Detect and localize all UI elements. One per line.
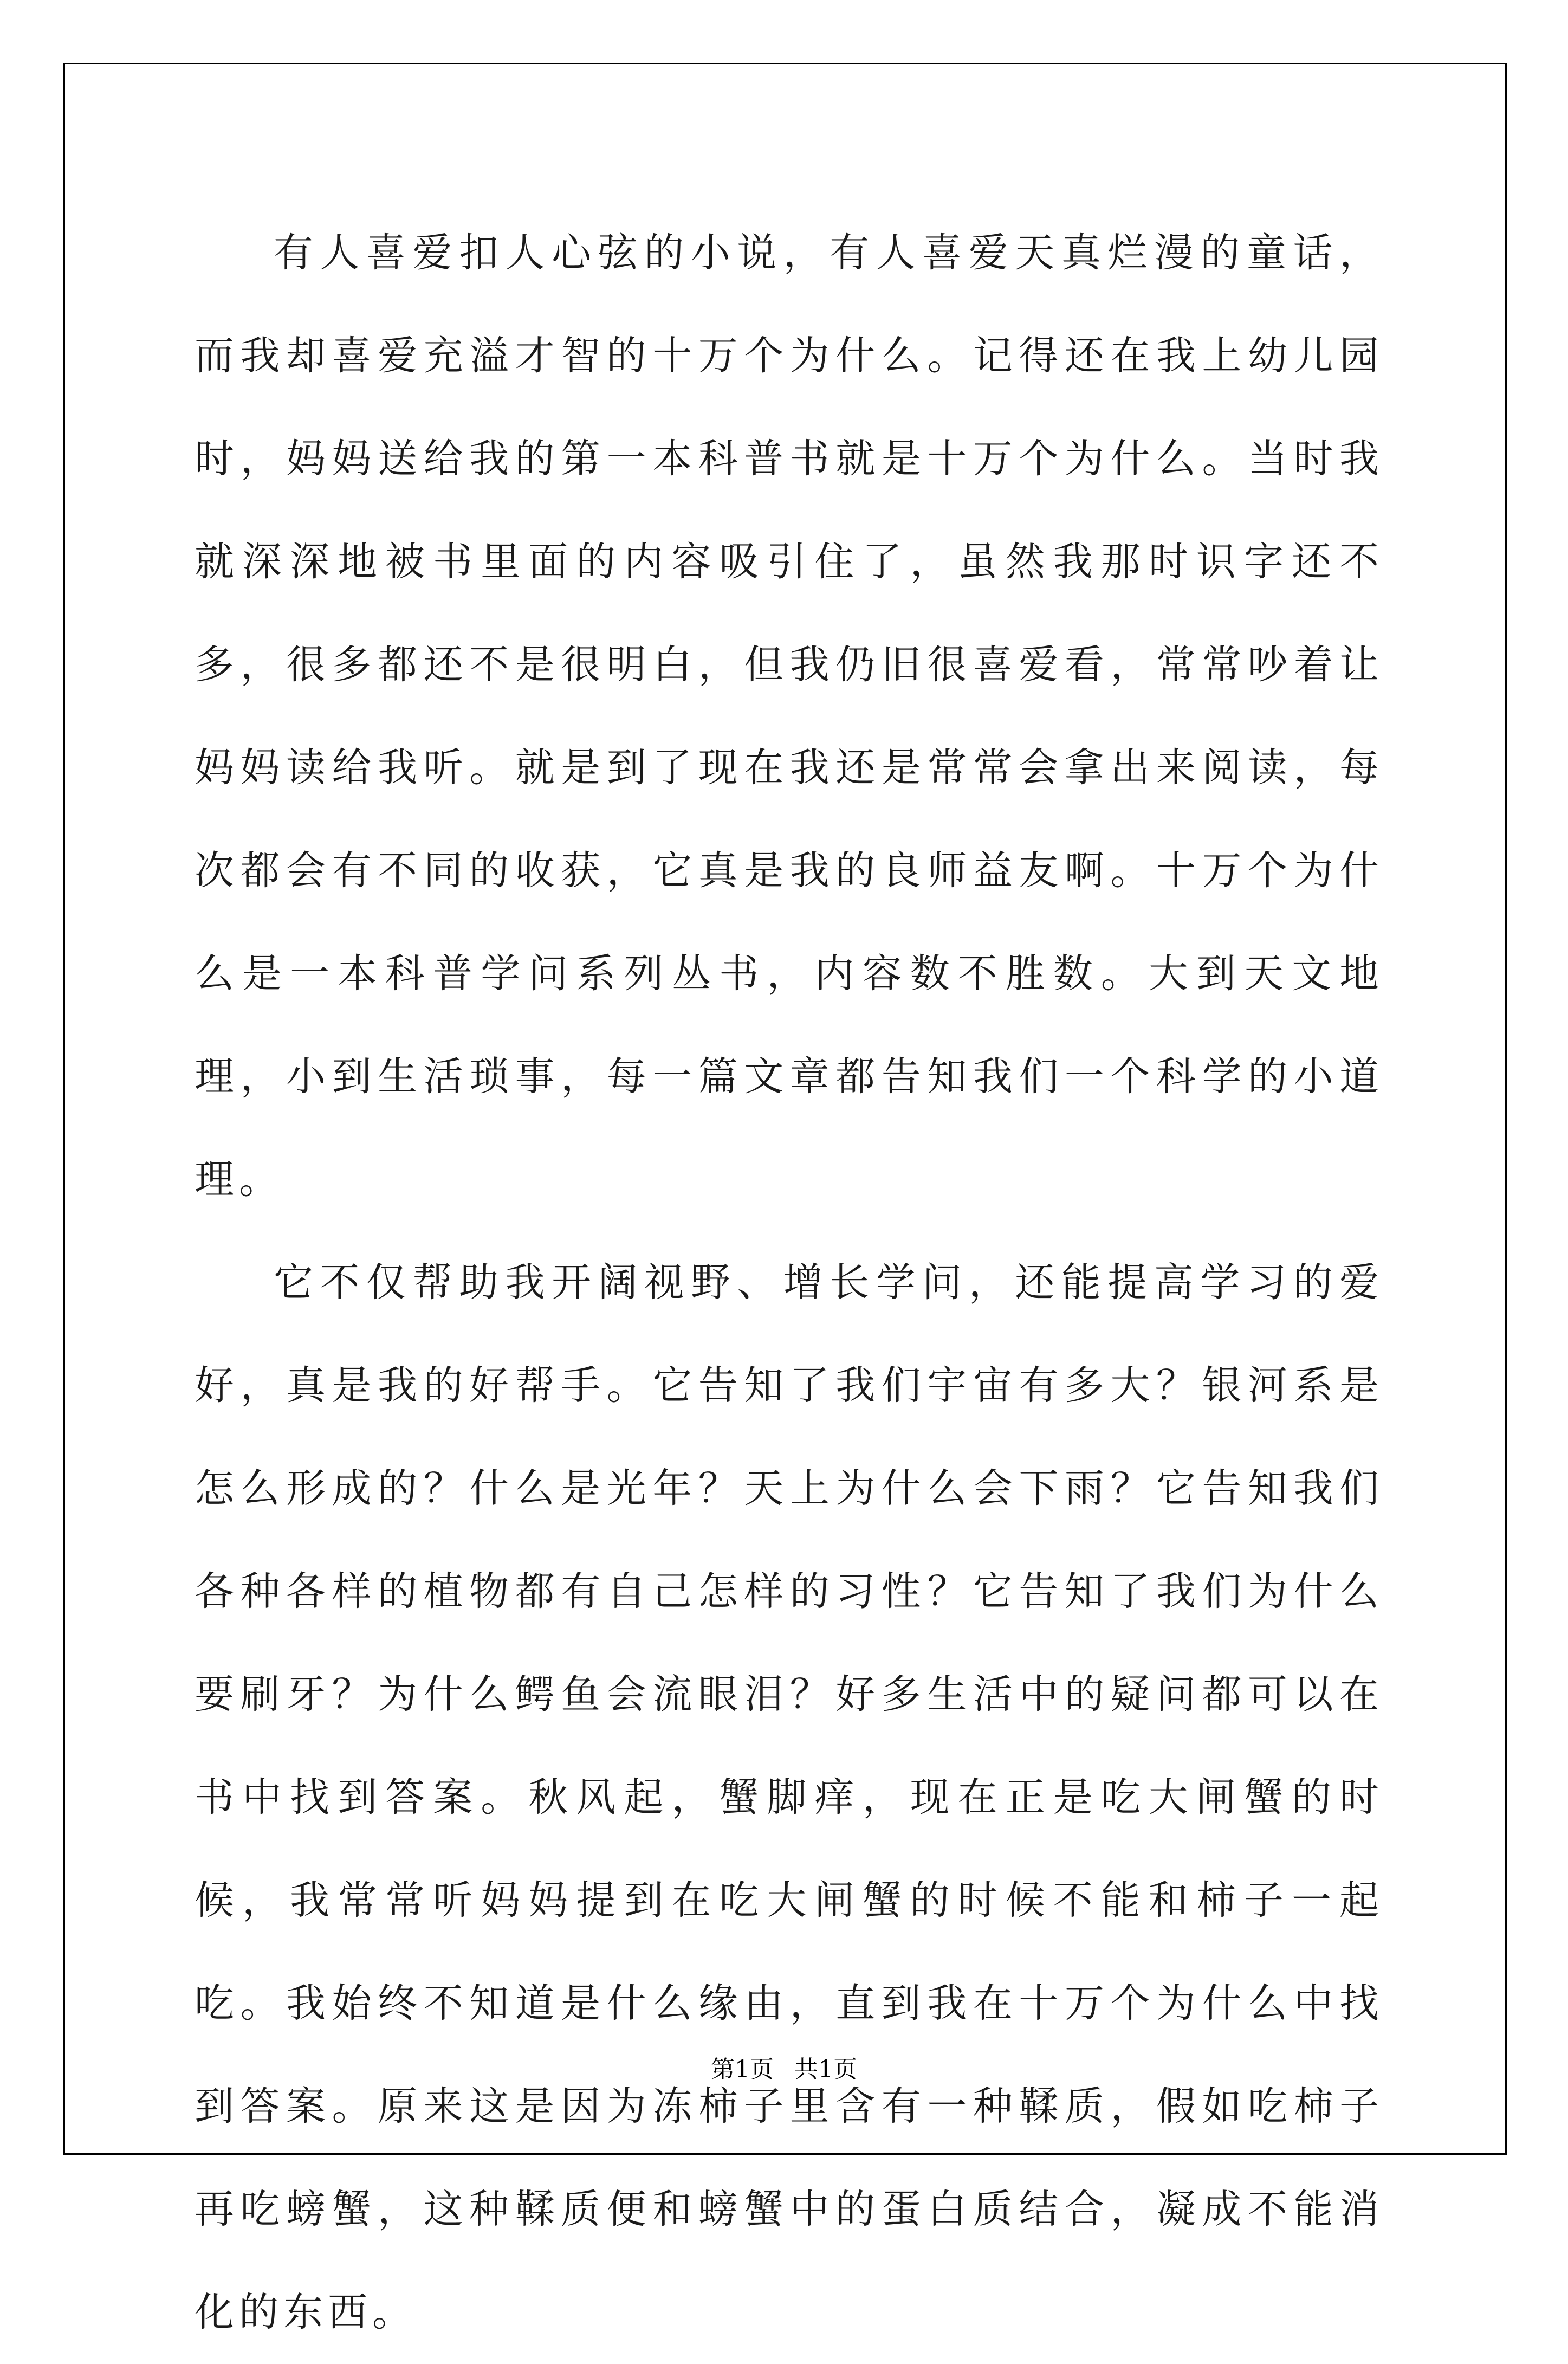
document-body (195, 202, 1384, 2364)
page-number: 第1页 (711, 2056, 774, 2083)
page-footer (0, 2050, 1568, 2084)
page-total: 共1页 (794, 2056, 857, 2083)
paragraph-1: 有人喜爱扣人心弦的小说，有人喜爱天真烂漫的童话，而我却喜爱充溢才智的十万个为什么。记得还在我上幼儿园时，妈妈送给我的第一本科普书就是十万个为什么。当时我就深深地被书里面的内容吸引住了，虽然我那时识字还不多，很多都还不是很明白，但我仍旧很喜爱看，常常吵着让妈妈读给我听。就是到了现在我还是常常会拿出来阅读，每次都会有不同的收获，它真是我的良师益友啊。十万个为什么是一本科普学问系列丛书，内容数不胜数。大到天文地理，小到生活琐事，每一篇文章都告知我们一个科学的小道理。 (195, 230, 1384, 1203)
paragraph-2: 它不仅帮助我开阔视野、增长学问，还能提高学习的爱好，真是我的好帮手。它告知了我们宇宙有多大？银河系是怎么形成的？什么是光年？天上为什么会下雨？它告知我们各种各样的植物都有自己怎样的习性？它告知了我们为什么要刷牙？为什么鳄鱼会流眼泪？好多生活中的疑问都可以在书中找到答案。秋风起，蟹脚痒，现在正是吃大闸蟹的时候，我常常听妈妈提到在吃大闸蟹的时候不能和柿子一起吃。我始终不知道是什么缘由，直到我在十万个为什么中找到答案。原来这是因为冻柿子里含有一种鞣质，假如吃柿子再吃螃蟹，这种鞣质便和螃蟹中的蛋白质结合，凝成不能消化的东西。 (195, 1259, 1384, 2335)
